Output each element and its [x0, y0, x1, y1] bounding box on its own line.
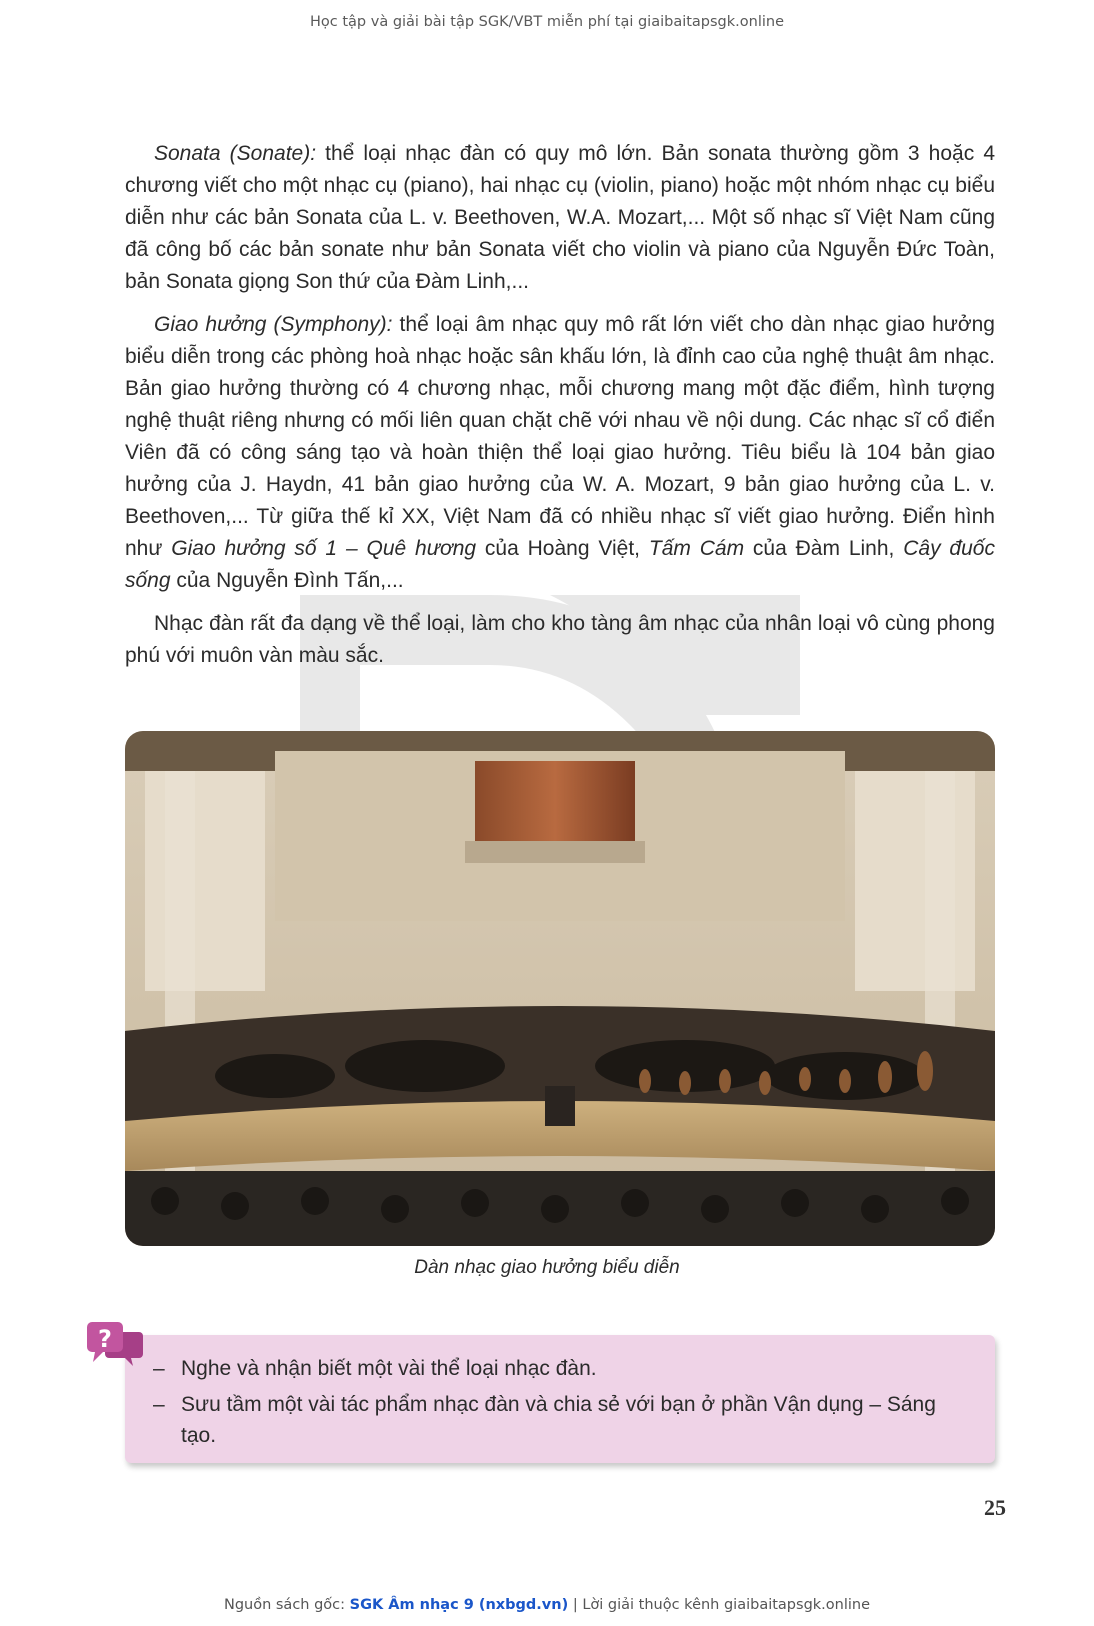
page-number: 25: [984, 1495, 1006, 1520]
closing-paragraph: Nhạc đàn rất đa dạng về thể loại, làm cho kho tàng âm nhạc của nhân loại vô cùng phong phú với muôn vàn màu sắc.: [125, 612, 995, 667]
footer-prefix: Nguồn sách gốc:: [223, 1597, 350, 1613]
orchestra-photo: [125, 731, 995, 1246]
activity-item-text: Nghe và nhận biết một vài thể loại nhạc đàn.: [181, 1357, 597, 1380]
work-author: của Hoàng Việt,: [476, 537, 649, 560]
work-title: Giao hưởng số 1 – Quê hương: [171, 537, 477, 560]
sonata-paragraph: [125, 138, 995, 298]
question-chat-icon: [85, 1320, 145, 1368]
activity-item-text: Sưu tầm một vài tác phẩm nhạc đàn và chia sẻ với bạn ở phần Vận dụng – Sáng tạo.: [181, 1393, 936, 1447]
symphony-text: thể loại âm nhạc quy mô rất lớn viết cho dàn nhạc giao hưởng biểu diễn trong các phòng hoà nhạc hoặc sân khấu lớn, là đỉnh cao của nghệ thuật âm nhạc. Bản giao hưởng thường có 4 chương nhạc, mỗi chương mang một đặc điểm, hình tượng nghệ thuật riêng nhưng có mối liên quan chặt chẽ với nhau về nội dung. Các nhạc sĩ cổ điển Viên đã có công sáng tạo và hoàn thiện thể loại giao hưởng. Tiêu biểu là 104 bản giao hưởng của J. Haydn, 41 bản giao hưởng của W. A. Mozart, 9 bản giao hưởng của L. v. Beethoven,... Từ giữa thế kỉ XX, Việt Nam đã có nhiều nhạc sĩ viết giao hưởng. Điển hình như: [125, 313, 995, 560]
symphony-term: Giao hưởng (Symphony):: [154, 313, 393, 336]
work-author: của Đàm Linh,: [744, 537, 904, 560]
symphony-paragraph: [125, 309, 995, 597]
footer-source-link[interactable]: SGK Âm nhạc 9 (nxbgd.vn): [349, 1597, 569, 1613]
sonata-term: Sonata (Sonate):: [154, 142, 317, 165]
photo-caption: Dàn nhạc giao hưởng biểu diễn: [414, 1257, 680, 1278]
list-item: – Sưu tầm một vài tác phẩm nhạc đàn và chia sẻ với bạn ở phần Vận dụng – Sáng tạo.: [153, 1393, 936, 1447]
sonata-text: thể loại nhạc đàn có quy mô lớn. Bản sonata thường gồm 3 hoặc 4 chương viết cho một nhạc cụ (piano), hai nhạc cụ (violin, piano) hoặc một nhóm nhạc cụ biểu diễn như các bản Sonata của L. v. Beethoven, W.A. Mozart,... Một số nhạc sĩ Việt Nam cũng đã công bố các bản sonate như bản Sonata viết cho violin và piano của Nguyễn Đức Toàn, bản Sonata giọng Son thứ của Đàm Linh,...: [125, 142, 996, 293]
main-text: [125, 138, 995, 683]
list-item: – Nghe và nhận biết một vài thể loại nhạc đàn.: [153, 1357, 597, 1380]
work-author: của Nguyễn Đình Tấn,...: [170, 569, 404, 592]
work-title: Cây đuốc sống: [125, 537, 995, 592]
activity-list: [125, 1335, 995, 1451]
work-title: Tấm Cám: [648, 537, 745, 560]
footer-suffix: | Lời giải thuộc kênh giaibaitapsgk.online: [568, 1597, 871, 1613]
svg-text:?: ?: [98, 1325, 112, 1353]
page-footer: [0, 1597, 1094, 1613]
activity-box: [125, 1335, 995, 1463]
page-header: Học tập và giải bài tập SGK/VBT miễn phí tại giaibaitapsgk.online: [310, 14, 784, 30]
